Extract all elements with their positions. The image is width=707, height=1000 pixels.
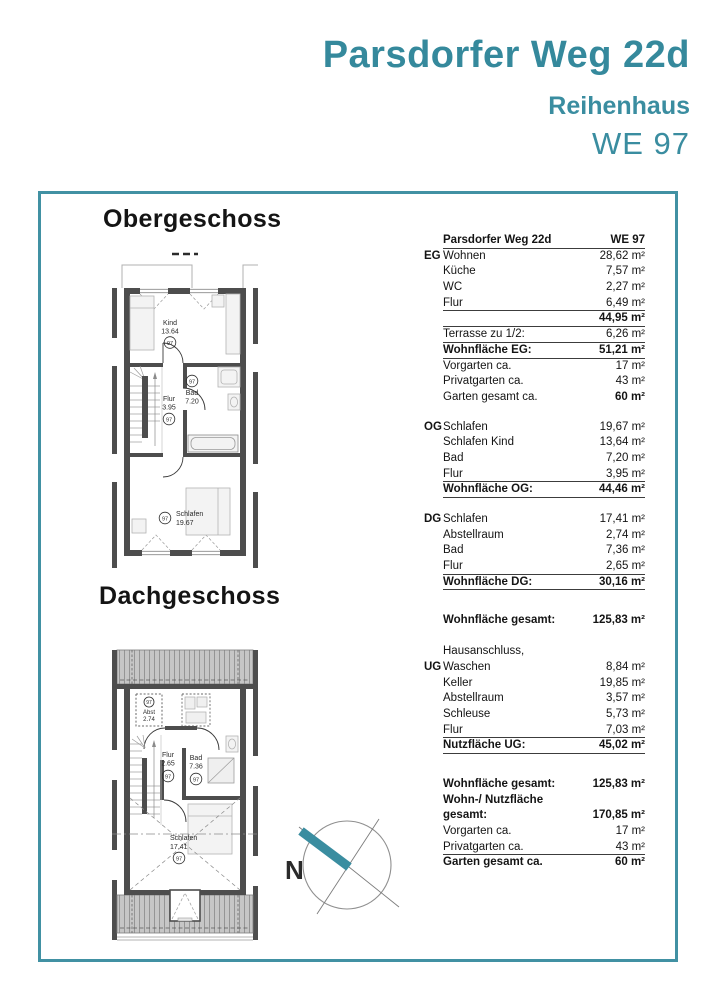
header-subtitle: Reihenhaus	[548, 92, 690, 120]
row-value: 7,03 m²	[606, 723, 645, 736]
svg-text:97: 97	[165, 417, 173, 424]
row-value: 45,02 m²	[598, 739, 645, 752]
row-label: WC	[443, 281, 463, 294]
table-gap	[424, 406, 645, 420]
row-label: Wohnfläche EG:	[443, 343, 532, 356]
washbasin	[226, 736, 238, 752]
table-row	[424, 359, 645, 375]
table-row	[424, 840, 645, 856]
svg-text:3.95: 3.95	[162, 404, 176, 412]
svg-text:97: 97	[166, 340, 174, 347]
svg-text:97: 97	[192, 777, 200, 784]
row-value: 44,95 m²	[598, 312, 645, 325]
nightstand	[132, 519, 146, 533]
svg-text:Bad: Bad	[189, 755, 203, 762]
floor-label	[424, 359, 443, 375]
row-label: Flur	[443, 467, 463, 480]
row-value: 60 m²	[614, 390, 645, 403]
svg-text:Kind: Kind	[162, 320, 178, 327]
og-room-bad	[185, 375, 199, 405]
terrace-outline-right	[243, 265, 258, 288]
floor-label	[424, 738, 443, 754]
floor-label	[424, 613, 443, 629]
table-row	[424, 512, 645, 528]
eave-wall	[117, 684, 253, 689]
row-value: 43 m²	[615, 840, 645, 853]
row-value: WE 97	[610, 234, 645, 246]
og-floor-plan	[112, 248, 258, 584]
svg-text:7.36: 7.36	[189, 763, 203, 771]
floor-label: UG	[424, 660, 442, 673]
svg-text:97: 97	[164, 774, 172, 781]
floor-label	[424, 233, 443, 249]
row-value: 6,26 m²	[606, 328, 645, 341]
row-label: Garten gesamt ca.	[443, 390, 538, 403]
dormer	[170, 890, 200, 921]
row-label: Schlafen	[443, 420, 488, 433]
floor-label	[424, 390, 443, 406]
table-row	[424, 824, 645, 840]
table-row	[424, 420, 645, 436]
svg-text:Bad: Bad	[185, 390, 199, 397]
row-value: 125,83 m²	[592, 614, 645, 627]
floor-label	[424, 855, 443, 871]
floor-label	[424, 676, 443, 692]
row-value: 43 m²	[615, 375, 645, 388]
dg-room-bad	[189, 755, 203, 785]
row-label: Schleuse	[443, 707, 491, 720]
row-label: Garten gesamt ca.	[443, 856, 543, 869]
table-row	[424, 249, 645, 265]
row-value: 19,67 m²	[599, 420, 645, 433]
table-row	[424, 660, 645, 676]
row-label: Hausanschluss,	[443, 645, 525, 658]
svg-text:2.65: 2.65	[161, 760, 175, 768]
row-value: 7,36 m²	[606, 544, 645, 557]
row-label: Privatgarten ca.	[443, 375, 524, 388]
row-value: 2,27 m²	[606, 281, 645, 294]
row-value: 60 m²	[614, 856, 645, 869]
row-label: Vorgarten ca.	[443, 825, 512, 837]
row-label: Wohnfläche OG:	[443, 483, 533, 496]
table-row	[424, 855, 645, 871]
floor-label	[424, 723, 443, 739]
table-row	[424, 390, 645, 406]
floor-label	[424, 808, 443, 824]
svg-text:Flur: Flur	[162, 396, 176, 403]
svg-text:2.74: 2.74	[143, 717, 155, 723]
table-row	[424, 467, 645, 483]
svg-text:19.67: 19.67	[176, 520, 194, 527]
row-label: Abstellraum	[443, 528, 504, 541]
table-row	[424, 644, 645, 660]
table-row	[424, 543, 645, 559]
row-label: Flur	[443, 296, 463, 309]
row-value: 170,85 m²	[592, 809, 645, 822]
svg-text:Abst: Abst	[142, 710, 156, 716]
svg-text:Flur: Flur	[161, 752, 175, 759]
floor-label: DG	[424, 513, 442, 525]
row-label: Parsdorfer Weg 22d	[443, 234, 552, 246]
svg-text:Schlafen: Schlafen	[176, 511, 204, 518]
svg-text:97: 97	[146, 700, 152, 706]
floor-label	[424, 707, 443, 723]
table-row	[424, 559, 645, 575]
row-label: Wohnfläche DG:	[443, 575, 533, 588]
floor-label: OG	[424, 420, 442, 433]
table-row	[424, 528, 645, 544]
table-row	[424, 280, 645, 296]
row-value: 3,95 m²	[606, 467, 645, 480]
row-value: 2,74 m²	[606, 528, 645, 541]
floor-label	[424, 840, 443, 856]
floor-label	[424, 824, 443, 840]
dg-title: Dachgeschoss	[99, 582, 281, 610]
svg-text:Schlafen: Schlafen	[170, 835, 198, 842]
row-value: 5,73 m²	[606, 707, 645, 720]
row-label: Küche	[443, 265, 476, 278]
table-gap	[424, 754, 645, 777]
row-label: Schlafen	[443, 513, 488, 525]
header-unit-number: WE 97	[591, 126, 690, 161]
row-value: 8,84 m²	[606, 660, 645, 673]
table-row	[424, 327, 645, 343]
row-value: 17,41 m²	[599, 513, 645, 525]
table-row	[424, 296, 645, 312]
compass	[285, 813, 407, 919]
floor-label	[424, 264, 443, 280]
dg-floor-plan	[112, 640, 258, 950]
table-row	[424, 723, 645, 739]
row-value: 44,46 m²	[598, 483, 645, 496]
north-label: N	[285, 855, 304, 885]
floor-label	[424, 343, 443, 359]
table-row	[424, 707, 645, 723]
table-row	[424, 233, 645, 249]
table-row	[424, 575, 645, 591]
row-label: Waschen	[443, 660, 491, 673]
table-row	[424, 808, 645, 824]
floor-label	[424, 482, 443, 498]
row-value: 2,65 m²	[606, 560, 645, 573]
table-row	[424, 613, 645, 629]
bed-schlafen	[188, 804, 232, 854]
row-label: Flur	[443, 560, 463, 573]
floor-label	[424, 296, 443, 312]
floor-label: EG	[424, 249, 441, 262]
washbasin	[228, 394, 240, 410]
table-row	[424, 435, 645, 451]
stairs	[130, 735, 161, 825]
row-label: Abstellraum	[443, 692, 504, 705]
row-value: 51,21 m²	[598, 343, 645, 356]
wardrobe	[182, 694, 210, 726]
row-label: Vorgarten ca.	[443, 359, 512, 372]
svg-text:97: 97	[188, 379, 196, 386]
row-value: 125,83 m²	[592, 777, 645, 790]
floor-label	[424, 528, 443, 544]
table-gap	[424, 498, 645, 512]
table-row	[424, 793, 645, 809]
row-label: Wohn-/ Nutzfläche	[443, 793, 544, 806]
row-value: 13,64 m²	[599, 436, 645, 449]
table-row	[424, 738, 645, 754]
row-label: Keller	[443, 676, 473, 689]
table-row	[424, 264, 645, 280]
floor-label	[424, 374, 443, 390]
row-value: 28,62 m²	[599, 249, 645, 262]
row-value: 30,16 m²	[598, 575, 645, 588]
row-value: 17 m²	[615, 825, 645, 837]
row-value: 6,49 m²	[606, 296, 645, 309]
og-room-flur	[162, 396, 176, 425]
table-gap	[424, 629, 645, 644]
table-row	[424, 374, 645, 390]
terrace-outline-left	[122, 265, 192, 288]
svg-text:97: 97	[175, 856, 183, 863]
table-row	[424, 691, 645, 707]
floor-label	[424, 435, 443, 451]
row-label: Wohnfläche gesamt:	[443, 614, 556, 627]
row-value: 7,57 m²	[606, 265, 645, 278]
stairs	[130, 366, 162, 453]
row-value: 19,85 m²	[599, 676, 645, 689]
row-label: Bad	[443, 451, 464, 464]
page-title: Parsdorfer Weg 22d	[322, 34, 690, 76]
floor-label	[424, 467, 443, 483]
row-label: Terrasse zu 1/2:	[443, 328, 525, 341]
floor-label	[424, 559, 443, 575]
table-row	[424, 311, 645, 327]
table-row	[424, 451, 645, 467]
og-room-kind	[161, 320, 179, 348]
row-value: 3,57 m²	[606, 692, 645, 705]
row-label: Wohnen	[443, 249, 486, 262]
floor-label	[424, 644, 443, 660]
floor-label	[424, 575, 443, 591]
svg-text:17.41: 17.41	[170, 844, 188, 851]
area-table	[424, 233, 645, 871]
floor-label	[424, 691, 443, 707]
row-label: Nutzfläche UG:	[443, 739, 526, 752]
row-label: Schlafen Kind	[443, 436, 514, 449]
floor-label	[424, 280, 443, 296]
roof-band-top	[117, 650, 253, 684]
row-value: 17 m²	[615, 359, 645, 372]
row-value: 7,20 m²	[606, 451, 645, 464]
svg-text:13.64: 13.64	[161, 328, 179, 336]
svg-text:7.20: 7.20	[185, 398, 199, 406]
table-row	[424, 777, 645, 793]
compass-needle	[301, 831, 349, 867]
table-row	[424, 676, 645, 692]
floor-label	[424, 327, 443, 343]
row-label: Privatgarten ca.	[443, 840, 524, 853]
floor-label	[424, 311, 443, 327]
row-label: Flur	[443, 723, 463, 736]
og-title: Obergeschoss	[103, 205, 282, 233]
table-row	[424, 343, 645, 359]
svg-text:97: 97	[161, 516, 169, 523]
bed-kind	[130, 296, 154, 350]
floor-label	[424, 543, 443, 559]
floor-label	[424, 451, 443, 467]
row-label: Bad	[443, 544, 464, 557]
table-gap	[424, 590, 645, 613]
table-row	[424, 482, 645, 498]
row-label: Wohnfläche gesamt:	[443, 777, 556, 790]
wardrobe	[226, 294, 240, 354]
floor-label	[424, 777, 443, 793]
row-label: gesamt:	[443, 809, 488, 822]
floor-label	[424, 793, 443, 809]
